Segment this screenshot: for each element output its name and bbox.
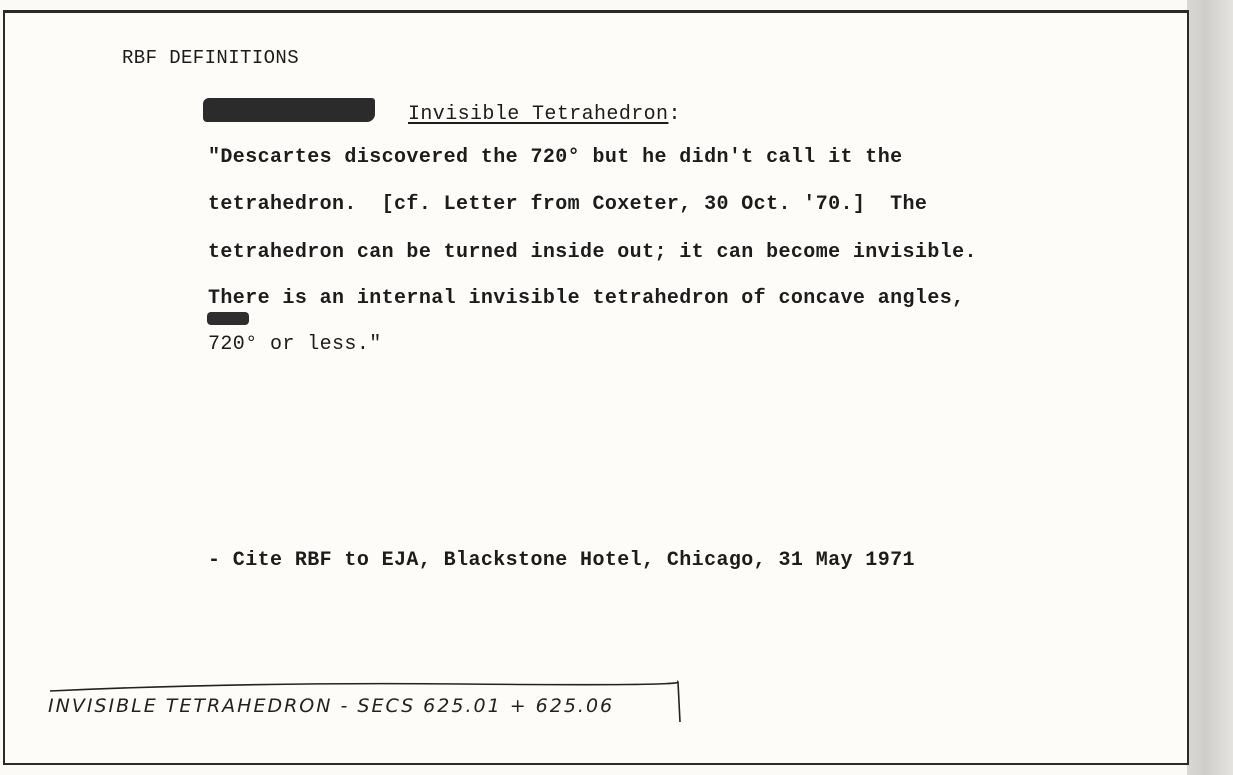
- handwritten-note: INVISIBLE TETRAHEDRON - SECS 625.01 + 625.06: [48, 695, 615, 717]
- citation: - Cite RBF to EJA, Blackstone Hotel, Chicago, 31 May 1971: [208, 549, 915, 572]
- body-line: "Descartes discovered the 720° but he didn't call it the: [208, 146, 903, 169]
- body-line: tetrahedron. [cf. Letter from Coxeter, 30 Oct. '70.] The: [208, 193, 928, 216]
- typed-strikeout: [207, 312, 249, 325]
- body-line: tetrahedron can be turned inside out; it can become invisible.: [208, 241, 977, 264]
- definition-heading: [408, 103, 681, 126]
- heading-colon: :: [668, 103, 681, 126]
- body-line: 720° or less.": [208, 333, 382, 356]
- card-header: RBF DEFINITIONS: [122, 47, 300, 69]
- heading-text: Invisible Tetrahedron: [408, 103, 669, 126]
- scan-edge-shadow: [1187, 0, 1233, 775]
- redacted-label: [203, 98, 375, 122]
- body-line: There is an internal invisible tetrahedron of concave angles,: [208, 287, 965, 310]
